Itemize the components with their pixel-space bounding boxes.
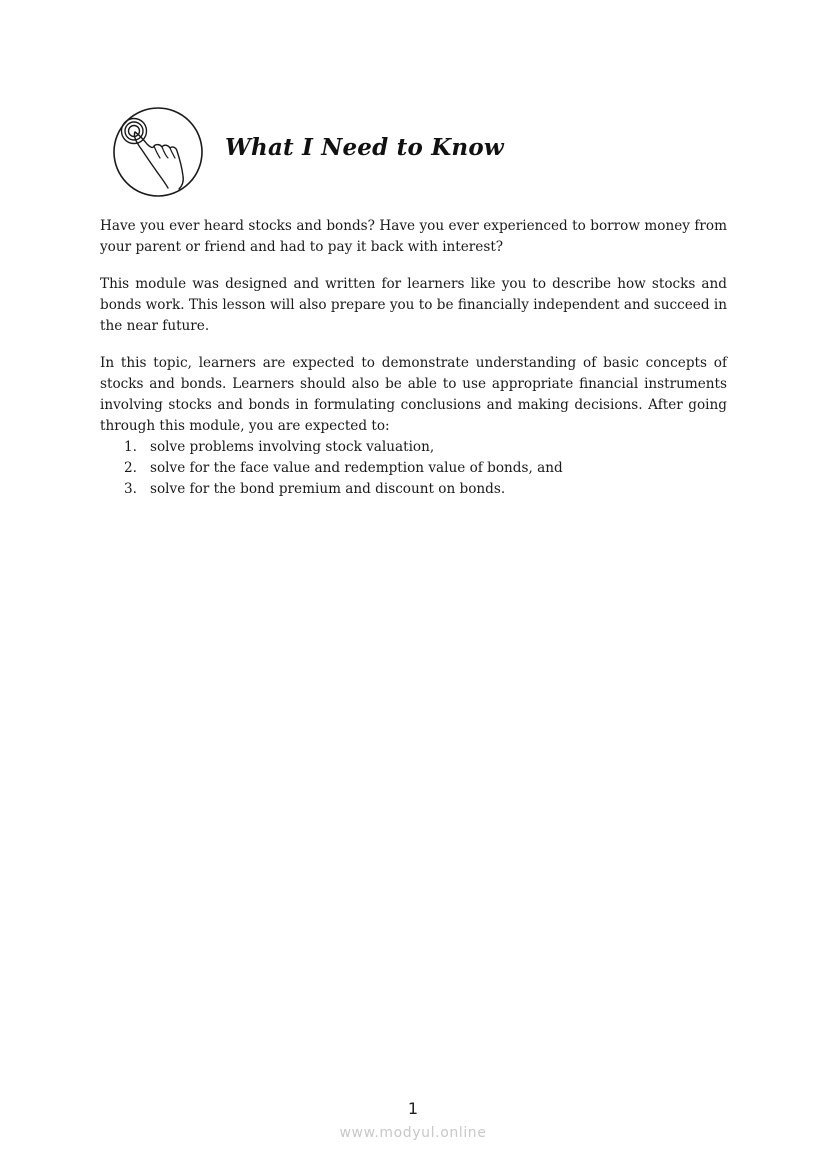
list-item [100,437,727,458]
learning-expectations-paragraph: In this topic, learners are expected to demonstrate understanding of basic concepts of stocks and bonds. Learners should also be able to use appropriate financial instruments involving stocks and bonds in formulating conclusions and making decisions. After going through this module, you are expected to: [100,355,727,434]
list-item [100,458,727,479]
hand-touch-icon [112,106,204,198]
list-item-number: 1. [124,439,137,455]
module-introduction [100,216,727,500]
watermark: www.modyul.online [339,1125,487,1141]
list-item [100,479,727,500]
list-item-text: solve for the face value and redemption value of bonds, and [150,460,563,476]
list-item-number: 3. [124,481,137,497]
list-item-number: 2. [124,460,137,476]
module-purpose-paragraph: This module was designed and written for learners like you to describe how stocks and bonds work. This lesson will also prepare you to be financially independent and succeed in the near future. [100,276,727,334]
objectives-list [100,437,727,500]
section-title: What I Need to Know [225,134,504,161]
list-item-text: solve problems involving stock valuation, [150,439,435,455]
page-number: 1 [407,1099,419,1118]
list-item-text: solve for the bond premium and discount on bonds. [150,481,506,497]
intro-paragraph: Have you ever heard stocks and bonds? Have you ever experienced to borrow money from your parent or friend and had to pay it back with interest? [100,218,727,255]
